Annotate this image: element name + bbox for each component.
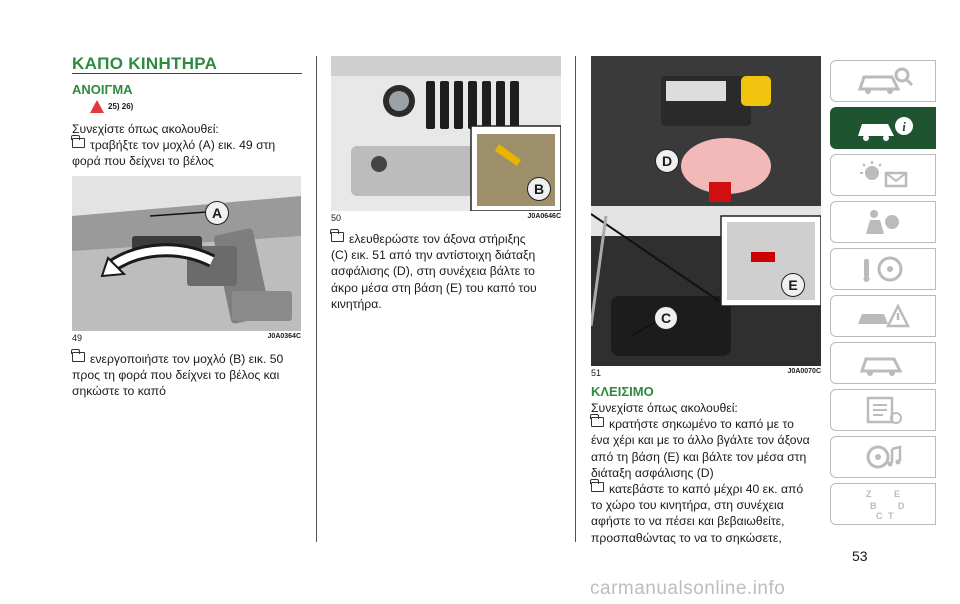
step-operate-lever: ενεργοποιήστε τον μοχλό (B) εικ. 50 προς τη φορά που δείχνει το βέλος και σηκώστε το καπό bbox=[72, 352, 284, 399]
closing-intro: Συνεχίστε όπως ακολουθεί: bbox=[591, 401, 738, 415]
callout-e: E bbox=[781, 273, 805, 297]
figure-50-grille-image bbox=[331, 56, 561, 211]
callout-b: B bbox=[527, 177, 551, 201]
index-letter: E bbox=[894, 489, 901, 499]
figure-49-number: 49 bbox=[72, 333, 83, 343]
figure-49-code: J0A0364C bbox=[267, 333, 301, 340]
checkbox-icon bbox=[331, 232, 344, 242]
checkbox-icon bbox=[72, 352, 85, 362]
closing-heading: ΚΛΕΙΣΙΜΟ bbox=[591, 384, 654, 399]
car-info-icon bbox=[848, 112, 918, 144]
roadside-emergency-icon bbox=[848, 300, 918, 332]
callout-d: D bbox=[655, 149, 679, 173]
checkbox-icon bbox=[591, 417, 604, 427]
steering-wheel-icon bbox=[848, 253, 918, 285]
figure-51-engine-bay-image bbox=[591, 56, 821, 366]
tab-safety[interactable] bbox=[830, 201, 936, 243]
multimedia-icon bbox=[848, 441, 918, 473]
column-divider-1 bbox=[316, 56, 317, 542]
figure-51-caption bbox=[591, 368, 821, 378]
car-search-icon bbox=[848, 65, 918, 97]
step-pull-lever: τραβήξτε τον μοχλό (A) εικ. 49 στη bbox=[72, 137, 307, 153]
tab-dashboard-info[interactable] bbox=[830, 107, 936, 149]
title-divider bbox=[72, 73, 302, 74]
tab-index[interactable] bbox=[830, 483, 936, 525]
closing-instructions: Συνεχίστε όπως ακολουθεί: κρατήστε σηκωμένο το καπό με το ένα χέρι και με το άλλο βγάλτε τον άξονα από τη βάση (E) και βάλτε τον μέσα στη διάταξη ασφάλισης (D) κατεβάστε το καπό μέχρι 40 εκ. από το χώρο του κινητήρα, στη συνέχεια αφήστε το να πέσει και βεβαιωθείτε, προσπαθώντας το να το σηκώσετε, bbox=[591, 400, 827, 546]
index-letter: B bbox=[870, 501, 877, 511]
figure-51-code: J0A0070C bbox=[787, 368, 821, 375]
index-letter: D bbox=[898, 501, 905, 511]
figure-50-code: J0A0646C bbox=[527, 213, 561, 220]
specifications-list-icon bbox=[848, 394, 918, 426]
tab-warning-lights[interactable] bbox=[830, 154, 936, 196]
airbag-person-icon bbox=[848, 206, 918, 238]
figure-49-lever-image bbox=[72, 176, 301, 331]
opening-instructions: Συνεχίστε όπως ακολουθεί: τραβήξτε τον μοχλό (A) εικ. 49 στη φορά που δείχνει το βέλος bbox=[72, 121, 307, 170]
watermark: carmanualsonline.info bbox=[590, 578, 786, 599]
warning-lights-icon bbox=[848, 159, 918, 191]
figure-50-caption bbox=[331, 213, 561, 223]
tab-get-to-know-vehicle[interactable] bbox=[830, 60, 936, 102]
figure-49-caption bbox=[72, 333, 301, 343]
callout-c: C bbox=[654, 306, 678, 330]
svg-text:i: i bbox=[902, 119, 906, 134]
index-letters-icon bbox=[848, 486, 918, 522]
tab-emergency[interactable] bbox=[830, 295, 936, 337]
warning-references: 25) 26) bbox=[108, 102, 134, 111]
column-divider-2 bbox=[575, 56, 576, 542]
figure-50-number: 50 bbox=[331, 213, 342, 223]
step-release-prop: ελευθερώστε τον άξονα στήριξης (C) εικ. 51 από την αντίστοιχη διάταξη ασφάλισης (D), στη συνέχεια βάλτε το άκρο μέσα στη βάση (E) του καπό του κινητήρα. bbox=[331, 232, 537, 311]
checkbox-icon bbox=[591, 482, 604, 492]
tab-starting-driving[interactable] bbox=[830, 248, 936, 290]
checkbox-icon bbox=[72, 138, 85, 148]
opening-intro: Συνεχίστε όπως ακολουθεί: bbox=[72, 122, 219, 136]
tab-technical-specs[interactable] bbox=[830, 389, 936, 431]
index-letter: Z bbox=[866, 489, 872, 499]
tab-servicing[interactable] bbox=[830, 342, 936, 384]
warning-triangle-icon bbox=[90, 100, 104, 113]
car-service-icon bbox=[848, 347, 918, 379]
page-number: 53 bbox=[852, 548, 868, 564]
index-letter: T bbox=[888, 511, 894, 521]
index-letter: C bbox=[876, 511, 883, 521]
opening-heading: ΑΝΟΙΓΜΑ bbox=[72, 82, 133, 97]
figure-51-number: 51 bbox=[591, 368, 602, 378]
callout-a: A bbox=[205, 201, 229, 225]
section-title: ΚΑΠΟ ΚΙΝΗΤΗΡΑ bbox=[72, 54, 218, 73]
tab-multimedia[interactable] bbox=[830, 436, 936, 478]
